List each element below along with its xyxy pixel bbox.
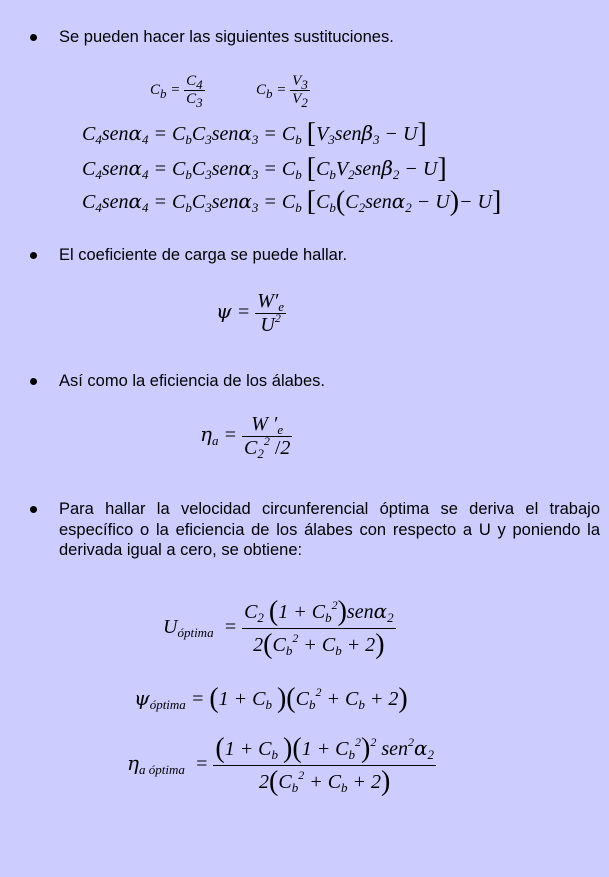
optimal-efficiency-formula: $\eta_{a óptima}$ = $\frac{(1 + C_b )(1 + C_b^2)^2 sen^2\alpha_2}{2(C_b^2 + C_b + 2)}$ bbox=[127, 733, 435, 797]
bullet-dot bbox=[30, 378, 37, 385]
bullet-text: Se pueden hacer las siguientes sustituciones. bbox=[59, 28, 394, 46]
optimal-load-coefficient-formula: $\psi_{óptima} = (1 + C_b$ )$(C_b^2 + C_b + 2)$ bbox=[134, 683, 408, 714]
equation-line: $C_4sen\alpha_4 = C_bC_3sen\alpha_3 = C_b$ $[V_3sen\beta_3 - U]$ bbox=[82, 118, 427, 149]
load-coefficient-formula: ψ = $\frac{W'_e}{U^2}$ bbox=[216, 290, 285, 336]
substitution-formula: $C_b$ = $\frac{C_4}{C_3}$ bbox=[150, 73, 203, 110]
bullet-text: El coeficiente de carga se puede hallar. bbox=[59, 246, 348, 264]
bullet-dot bbox=[30, 506, 37, 513]
bullet-dot bbox=[30, 34, 37, 41]
equation-line: $C_4sen\alpha_4 = C_bC_3sen\alpha_3 = C_b$ $[C_b(C_2sen\alpha_2 - U)- U]$ bbox=[82, 186, 502, 217]
bullet-text: Para hallar la velocidad circunferencial óptima se deriva el trabajo específico o la eficiencia de los álabes con respecto a U y poniendo la derivada igual a cero, se obtiene: bbox=[59, 500, 600, 559]
bullet-dot bbox=[30, 252, 37, 259]
optimal-velocity-formula: $U_{óptima}$ = $\frac{C_2 (1 + C_b^2)sen\alpha_2}{2(C_b^2 + C_b + 2)}$ bbox=[163, 596, 394, 660]
equation-line: $C_4sen\alpha_4 = C_bC_3sen\alpha_3 = C_b$ $[C_bV_2sen\beta_2 - U]$ bbox=[82, 153, 447, 184]
bullet-text: Así como la eficiencia de los álabes. bbox=[59, 372, 325, 390]
blade-efficiency-formula: $\eta_a$ = $\frac{W '_e}{C_2^2 /2}$ bbox=[200, 413, 291, 461]
substitution-formula: $C_b$ = $\frac{V_3}{V_2}$ bbox=[256, 73, 308, 110]
